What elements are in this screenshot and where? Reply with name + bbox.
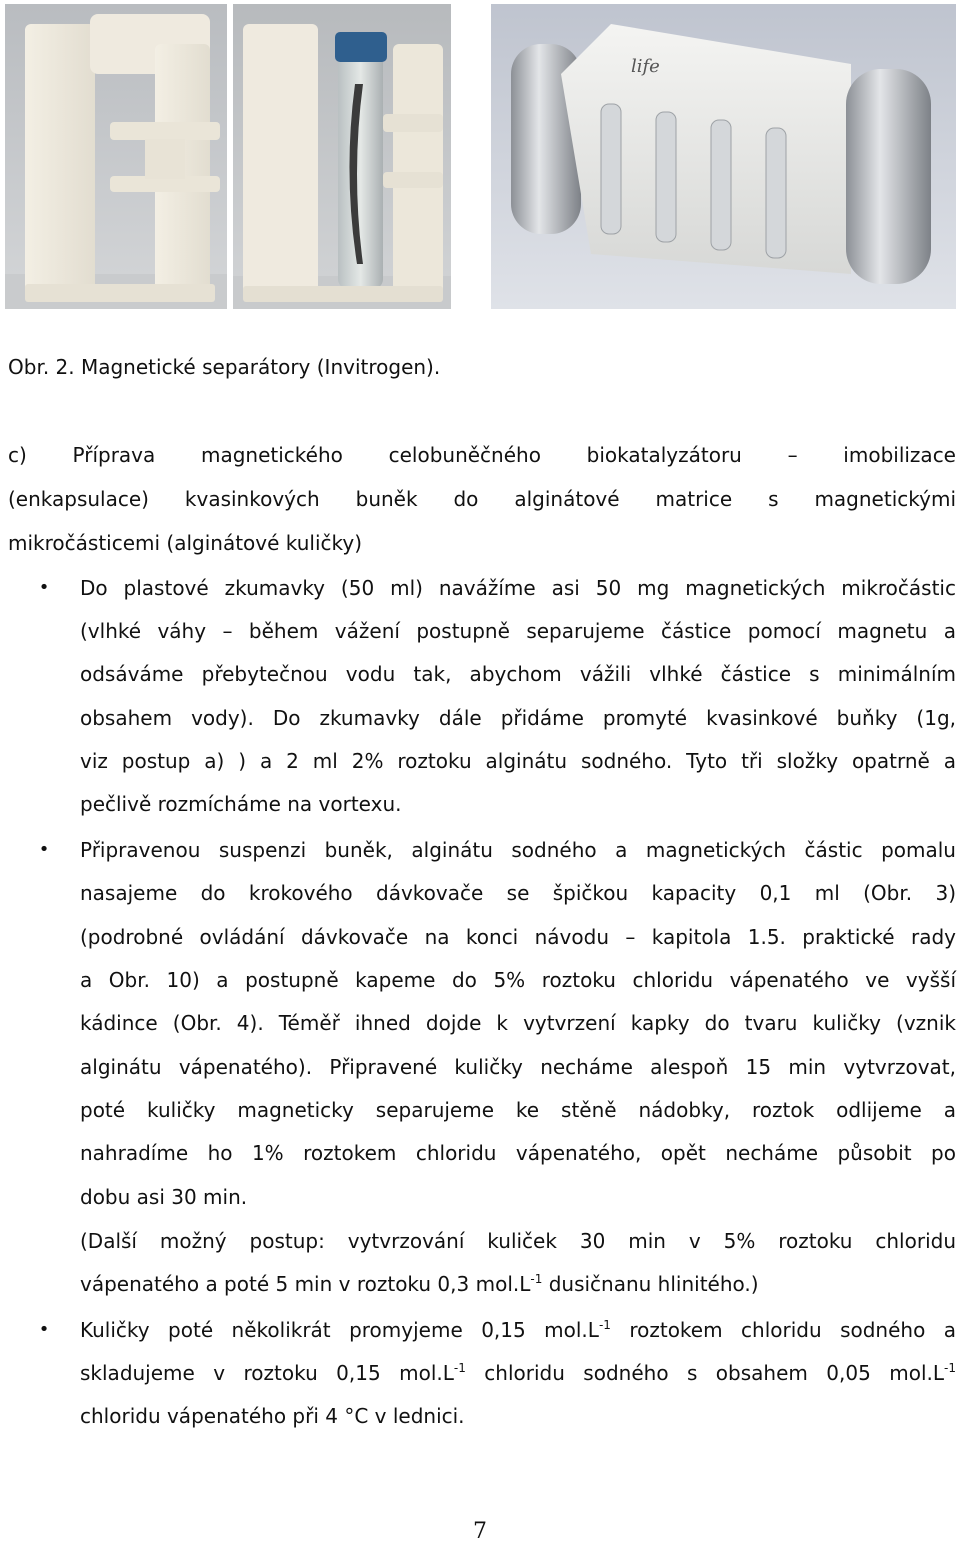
bullet-3-line-3: chloridu vápenatého při 4 °C v lednici. xyxy=(80,1404,465,1428)
magnetic-rack-photo xyxy=(491,4,956,309)
bullet-1-line-5: viz postup a) ) a 2 ml 2% roztoku alginátu sodného. Tyto tři složky opatrně a xyxy=(80,749,956,773)
bullet-marker: • xyxy=(38,1319,50,1340)
bullet-marker: • xyxy=(38,839,50,860)
section-heading-line-2: (enkapsulace) kvasinkových buněk do alginátové matrice s magnetickými xyxy=(8,487,956,511)
page-number: 7 xyxy=(473,1519,487,1544)
bullet-2-line-7: poté kuličky magneticky separujeme ke stěně nádobky, roztok odlijeme a xyxy=(80,1098,956,1122)
bullet-1-line-2: (vlhké váhy – během vážení postupně separujeme částice pomocí magnetu a xyxy=(80,619,956,643)
bullet-1-line-4: obsahem vody). Do zkumavky dále přidáme promyté kvasinkové buňky (1g, xyxy=(80,706,956,730)
figure-caption: Obr. 2. Magnetické separátory (Invitrogen). xyxy=(8,355,441,379)
bullet-2-line-5: kádince (Obr. 4). Téměř ihned dojde k vytvrzení kapky do tvaru kuličky (vznik xyxy=(80,1011,956,1035)
bullet-1-line-3: odsáváme přebytečnou vodu tak, abychom vážili vlhké částice s minimálním xyxy=(80,662,956,686)
bullet-2-line-6: alginátu vápenatého). Připravené kuličky necháme alespoň 15 min vytvrzovat, xyxy=(80,1055,956,1079)
bullet-2-line-8: nahradíme ho 1% roztokem chloridu vápenatého, opět necháme působit po xyxy=(80,1141,956,1165)
bullet-2-line-2: nasajeme do krokového dávkovače se špičkou kapacity 0,1 ml (Obr. 3) xyxy=(80,881,956,905)
section-heading-line-1: c) Příprava magnetického celobuněčného biokatalyzátoru – imobilizace xyxy=(8,443,956,467)
bullet-2-line-10: (Další možný postup: vytvrzování kuliček 30 min v 5% roztoku chloridu xyxy=(80,1229,956,1253)
bullet-2-line-9: dobu asi 30 min. xyxy=(80,1185,248,1209)
bullet-2-line-1: Připravenou suspenzi buněk, alginátu sodného a magnetických částic pomalu xyxy=(80,838,956,862)
bullet-3-line-2: skladujeme v roztoku 0,15 $mol.L^{-1}$ chloridu sodného s obsahem 0,05 $mol.L^{-1}$ xyxy=(80,1361,956,1385)
separator-photo-empty xyxy=(5,4,227,309)
bullet-marker: • xyxy=(38,577,50,598)
bullet-1-line-6: pečlivě rozmícháme na vortexu. xyxy=(80,792,402,816)
section-heading-line-3: mikročásticemi (alginátové kuličky) xyxy=(8,531,363,555)
bullet-2-line-3: (podrobné ovládání dávkovače na konci návodu – kapitola 1.5. praktické rady xyxy=(80,925,956,949)
bullet-1-line-1: Do plastové zkumavky (50 ml) navážíme asi 50 mg magnetických mikročástic xyxy=(80,576,956,600)
separator-photo-with-tube xyxy=(233,4,451,309)
bullet-2-line-4: a Obr. 10) a postupně kapeme do 5% roztoku chloridu vápenatého ve vyšší xyxy=(80,968,956,992)
bullet-3-line-1: Kuličky poté několikrát promyjeme 0,15 $mol.L^{-1}$ roztokem chloridu sodného a xyxy=(80,1318,956,1342)
rack-logo: life xyxy=(631,56,660,77)
bullet-2-line-11: vápenatého a poté 5 min v roztoku 0,3 $mol.L^{-1}$ dusičnanu hlinitého.) xyxy=(80,1272,759,1296)
